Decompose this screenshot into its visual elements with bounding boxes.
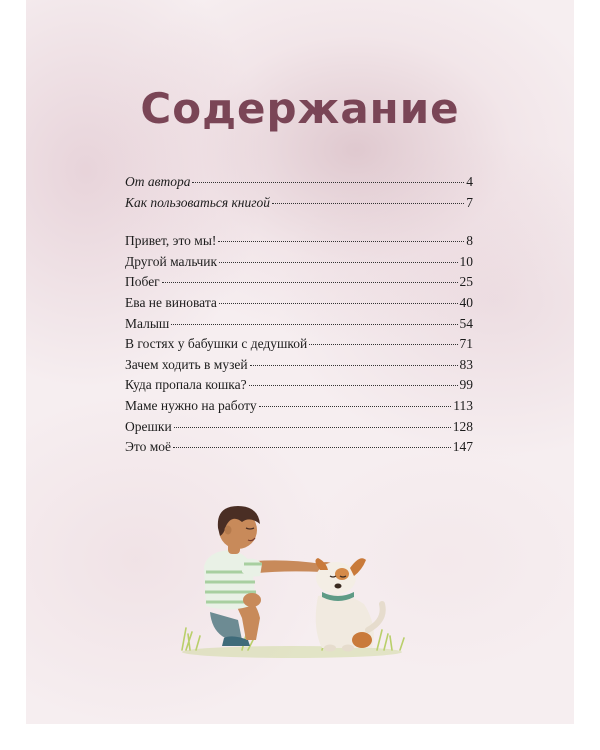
toc-leader-dots: [219, 261, 457, 263]
toc-entry-title: Ева не виновата: [125, 294, 217, 310]
toc-entry-title: Малыш: [125, 315, 170, 331]
boy-figure: [204, 506, 335, 646]
toc-entry[interactable]: [125, 357, 473, 378]
toc-page-number: 128: [452, 418, 473, 434]
toc-section-gap: [125, 215, 473, 233]
toc-entry[interactable]: [125, 254, 473, 275]
toc-page-number: 25: [459, 274, 473, 290]
toc-leader-dots: [162, 281, 458, 283]
toc-page-number: 54: [459, 315, 473, 331]
toc-entry[interactable]: [125, 336, 473, 357]
toc-leader-dots: [259, 405, 452, 407]
toc-entry[interactable]: [125, 398, 473, 419]
page-title: Содержание: [140, 84, 460, 133]
toc-page-number: 40: [459, 294, 473, 310]
toc-entry-title: От автора: [125, 174, 191, 189]
table-of-contents: [125, 174, 473, 460]
toc-leader-dots: [192, 181, 464, 183]
toc-entry-title: Как пользоваться книгой: [125, 194, 271, 210]
toc-entry-title: Маме нужно на работу: [125, 397, 257, 413]
toc-entry[interactable]: [125, 233, 473, 254]
toc-leader-dots: [272, 202, 464, 204]
toc-page-number: 113: [453, 397, 473, 413]
toc-entry[interactable]: [125, 295, 473, 316]
toc-leader-dots: [218, 240, 464, 242]
toc-page-number: 7: [466, 194, 473, 210]
toc-leader-dots: [250, 364, 458, 366]
toc-page-number: 99: [459, 377, 473, 393]
toc-page-number: 8: [466, 233, 473, 249]
toc-leader-dots: [309, 343, 457, 345]
toc-entry-title: Привет, это мы!: [125, 233, 217, 249]
toc-entry[interactable]: [125, 439, 473, 460]
toc-entry-title: В гостях у бабушки с дедушкой: [125, 336, 308, 352]
toc-page-number: 4: [466, 174, 473, 189]
toc-page-number: 83: [459, 356, 473, 372]
boy-and-puppy-illustration: [172, 500, 412, 660]
toc-entry-title: Побег: [125, 274, 160, 290]
toc-entry[interactable]: [125, 377, 473, 398]
toc-entry[interactable]: [125, 174, 473, 195]
toc-leader-dots: [174, 426, 451, 428]
toc-leader-dots: [173, 446, 451, 448]
toc-entry-title: Куда пропала кошка?: [125, 377, 247, 393]
toc-leader-dots: [249, 384, 458, 386]
toc-entry[interactable]: [125, 195, 473, 216]
toc-entry-title: Орешки: [125, 418, 172, 434]
toc-entry-title: Другой мальчик: [125, 253, 218, 269]
toc-leader-dots: [171, 323, 457, 325]
toc-page-number: 10: [459, 253, 473, 269]
puppy-figure: [315, 558, 382, 652]
toc-entry[interactable]: [125, 316, 473, 337]
toc-leader-dots: [219, 302, 458, 304]
toc-page-number: 71: [459, 336, 473, 352]
toc-page-number: 147: [452, 439, 473, 455]
toc-entry[interactable]: [125, 274, 473, 295]
toc-entry-title: Зачем ходить в музей: [125, 356, 248, 372]
toc-entry[interactable]: [125, 419, 473, 440]
toc-entry-title: Это моё: [125, 439, 172, 455]
